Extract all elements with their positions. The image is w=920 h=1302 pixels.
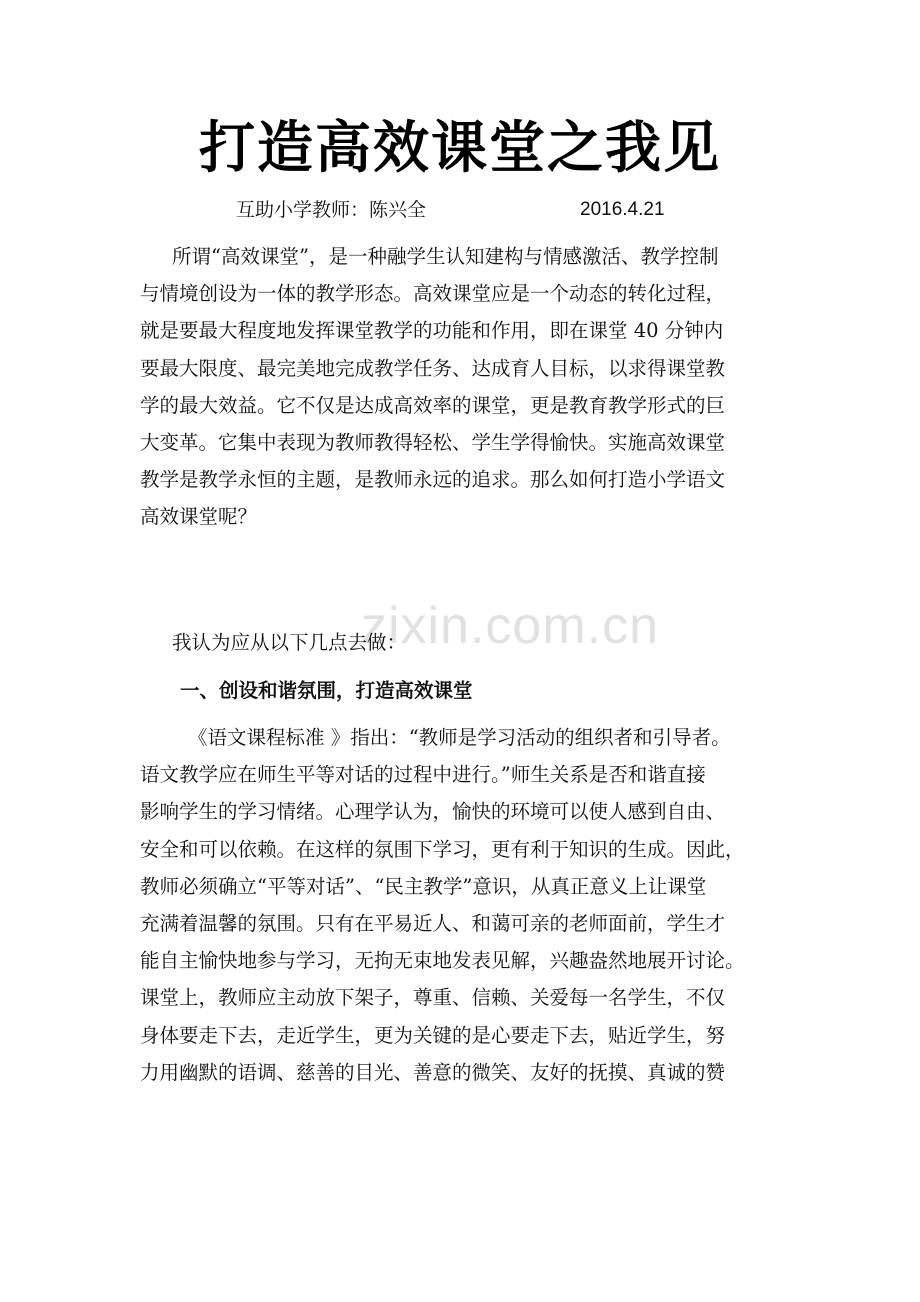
paragraph-line: 语文教学应在师生平等对话的过程中进行。”师生关系是否和谐直接 — [140, 763, 706, 787]
paragraph-line: 大变革。它集中表现为教师教得轻松、学生学得愉快。实施高效课堂 — [140, 430, 726, 454]
paragraph-line: 影响学生的学习情绪。心理学认为，愉快的环境可以使人感到自由、 — [140, 800, 726, 824]
paragraph-line: 课堂上，教师应主动放下架子，尊重、信赖、关爱每一名学生，不仅 — [140, 986, 726, 1010]
paragraph-line: 所谓“高效课堂”，是一种融学生认知建构与情感激活、教学控制 — [172, 245, 719, 268]
paragraph-line: 与情境创设为一体的教学形态。高效课堂应是一个动态的转化过程， — [140, 282, 726, 306]
paragraph-line: 身体要走下去，走近学生，更为关键的是心要走下去，贴近学生，努 — [140, 1023, 726, 1047]
paragraph-line: 要最大限度、最完美地完成教学任务、达成育人目标，以求得课堂教 — [140, 356, 726, 380]
paragraph-line: 我认为应从以下几点去做： — [172, 631, 407, 654]
paragraph-line: 力用幽默的语调、慈善的目光、善意的微笑、友好的抚摸、真诚的赞 — [140, 1060, 726, 1084]
lead-in-paragraph — [140, 624, 790, 661]
paragraph-line: 安全和可以依赖。在这样的氛围下学习，更有利于知识的生成。因此， — [140, 837, 745, 861]
date-line: 2016.4.21 — [580, 199, 665, 220]
intro-paragraph — [140, 238, 790, 536]
section1-paragraph — [140, 719, 790, 1091]
document-title: 打造高效课堂之我见 — [199, 115, 721, 181]
paragraph-line: 高效课堂呢？ — [140, 505, 258, 529]
paragraph-line: 教学是教学永恒的主题，是教师永远的追求。那么如何打造小学语文 — [140, 468, 726, 492]
paragraph-line: 教师必须确立“平等对话”、“民主教学”意识，从真正意义上让课堂 — [140, 874, 707, 898]
paragraph-line: 能自主愉快地参与学习，无拘无束地发表见解，兴趣盎然地展开讨论。 — [140, 949, 745, 973]
section-heading: 一、创设和谐氛围，打造高效课堂 — [180, 679, 473, 702]
watermark: zixin.com.cn — [360, 597, 660, 655]
paragraph-line: 学的最大效益。它不仅是达成高效率的课堂，更是教育教学形式的巨 — [140, 393, 726, 417]
paragraph-line: 充满着温馨的氛围。只有在平易近人、和蔼可亲的老师面前，学生才 — [140, 911, 726, 935]
author-line: 互助小学教师：陈兴全 — [236, 199, 427, 221]
paragraph-line: 就是要最大程度地发挥课堂教学的功能和作用，即在课堂 40 分钟内 — [140, 319, 724, 343]
paragraph-line: 《语文课程标准 》指出：“教师是学习活动的组织者和引导者。 — [188, 726, 731, 749]
